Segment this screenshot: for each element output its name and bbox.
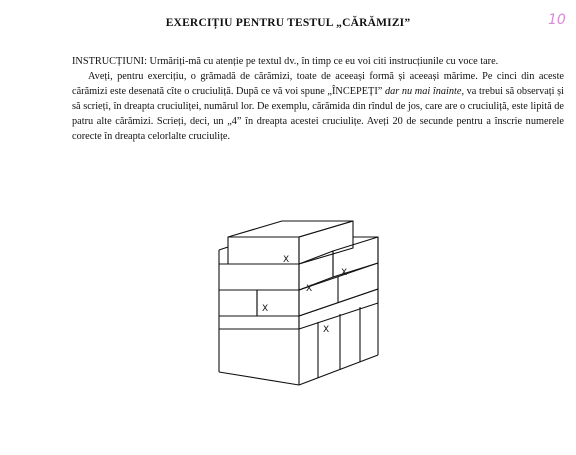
cross-mark: X bbox=[283, 255, 290, 265]
instructions-body bbox=[72, 55, 564, 144]
paragraph-instructions bbox=[72, 55, 564, 70]
bottom-base-line bbox=[219, 372, 299, 385]
top-brick-side bbox=[299, 221, 353, 264]
exercise-text-a: Aveți, pentru exercițiu, o grămadă de cărămizi, toate de aceeași formă și aceeași mărime. Pe cinci din aceste cărămizi este desenată cîte o cruciuliță. După ce vă voi spune „ÎNCEPEȚI” bbox=[72, 70, 564, 97]
brick-pile-drawing bbox=[205, 215, 390, 395]
paragraph-exercise bbox=[72, 70, 564, 145]
instructions-text: Urmăriți-mă cu atenție pe textul dv., în timp ce eu voi citi instrucțiunile cu voce tare. bbox=[146, 56, 499, 67]
exercise-text-italic: dar nu mai înainte bbox=[384, 85, 462, 97]
handwritten-page-number: 10 bbox=[548, 12, 566, 28]
cross-mark: X bbox=[262, 304, 269, 314]
cross-mark: X bbox=[323, 325, 330, 335]
pile-top-edge-left bbox=[219, 247, 228, 250]
top-brick-top-face bbox=[228, 221, 353, 237]
cross-mark: X bbox=[306, 284, 313, 294]
page-title: EXERCIȚIU PENTRU TESTUL „CĂRĂMIZI” bbox=[165, 17, 411, 29]
bottom-side-base bbox=[299, 355, 378, 385]
cross-mark: X bbox=[341, 268, 348, 278]
instructions-label: INSTRUCȚIUNI: bbox=[72, 56, 147, 67]
exercise-text-b: , va trebui să observați și să scrieți, în dreapta cruciuliței, numărul lor. De exemplu, cărămida din rîndul de jos, care are o cruciuliță, este lipită de patru alte cărămizi. Scrieți, deci, un „4” în dreapta acestei cruciulițe. Aveți 20 de secunde pentru a înscrie numerele corecte în dreapta celorlalte cruciulițe. bbox=[72, 85, 564, 142]
brick-pile-figure bbox=[205, 215, 390, 395]
